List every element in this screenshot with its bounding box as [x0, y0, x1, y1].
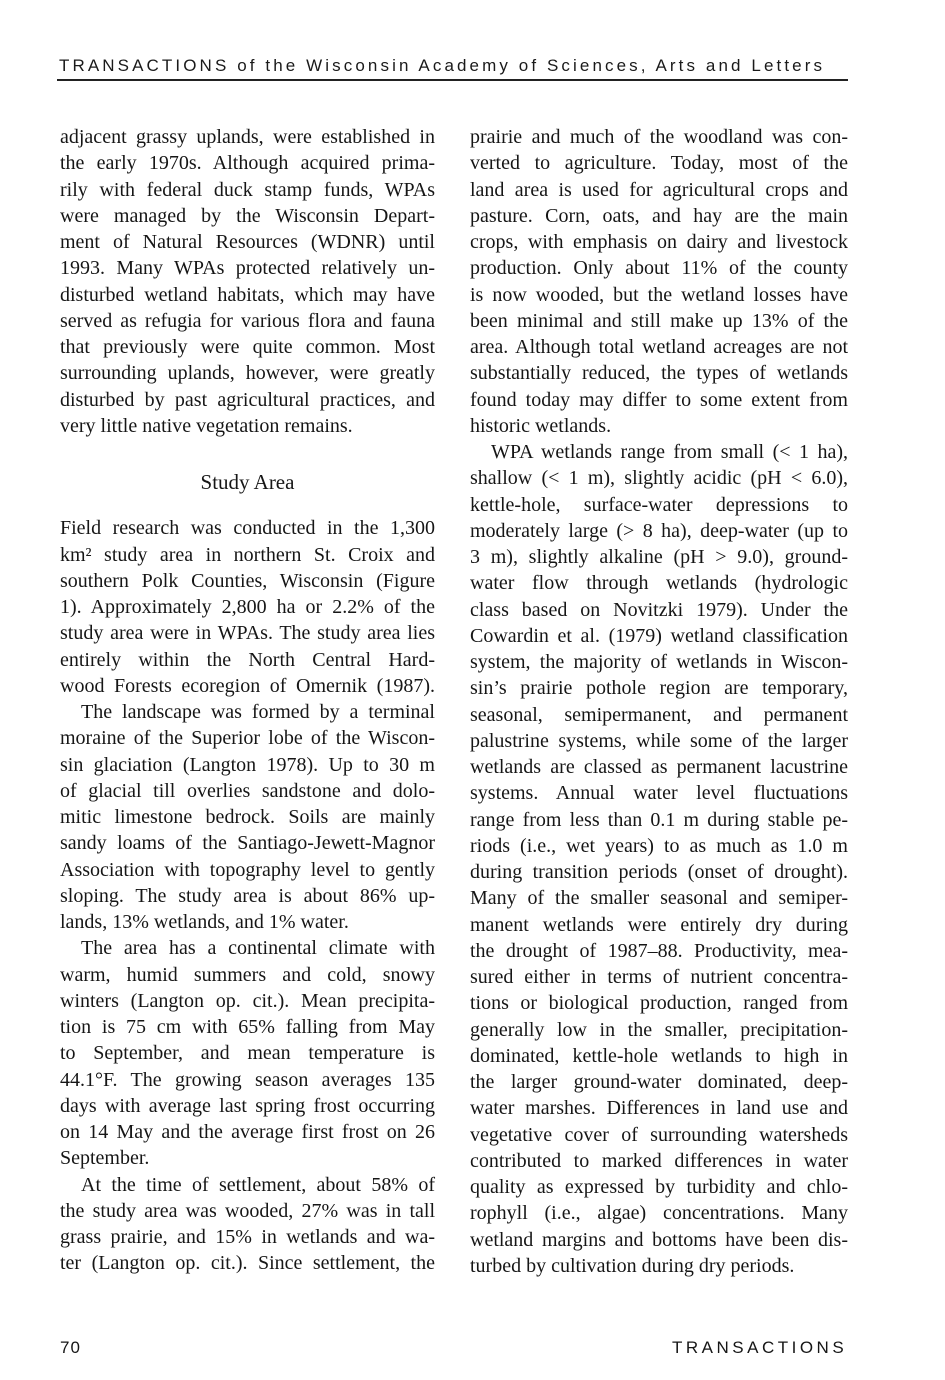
footer-journal-name: TRANSACTIONS	[672, 1338, 848, 1357]
text-line: Association with topography level to gently	[60, 858, 435, 881]
text-line: warm, humid summers and cold, snowy	[60, 963, 435, 986]
text-line: the drought of 1987–88. Productivity, mea-	[470, 939, 848, 962]
text-line: manent wetlands were entirely dry during	[470, 913, 848, 936]
text-line: seasonal, semipermanent, and permanent	[470, 703, 848, 726]
text-line: water marshes. Differences in land use and	[470, 1097, 848, 1120]
text-line: moderately large (> 8 ha), deep-water (up to	[470, 519, 848, 542]
text-line: wetlands are classed as permanent lacustrine	[470, 756, 848, 778]
paragraph	[60, 935, 435, 1171]
text-line: At the time of settlement, about 58% of	[81, 1173, 435, 1196]
text-line: during transition periods (onset of drought).	[470, 861, 848, 883]
text-line: southern Polk Counties, Wisconsin (Figure	[60, 569, 435, 592]
text-line: Many of the smaller seasonal and semiper-	[470, 887, 848, 910]
paragraph	[470, 124, 848, 439]
text-line: 1993. Many WPAs protected relatively un-	[60, 257, 435, 280]
text-line: of glacial till overlies sandstone and dolo-	[60, 779, 435, 802]
text-line: The landscape was formed by a terminal	[81, 701, 435, 723]
text-line: generally low in the smaller, precipitation-	[470, 1018, 848, 1041]
text-line: that previously were quite common. Most	[60, 336, 435, 358]
text-line: been minimal and still make up 13% of the	[470, 309, 848, 332]
text-line: study area were in WPAs. The study area lies	[60, 622, 435, 645]
right-column	[470, 124, 848, 1279]
text-line: contributed to marked differences in water	[470, 1149, 848, 1172]
text-line: sandy loams of the Santiago-Jewett-Magnor	[60, 832, 435, 855]
text-line: WPA wetlands range from small (< 1 ha),	[491, 441, 848, 463]
text-line: very little native vegetation remains.	[60, 414, 353, 437]
text-line: tion is 75 cm with 65% falling from May	[60, 1016, 435, 1038]
paragraph	[60, 515, 435, 699]
left-column	[60, 124, 435, 1277]
page-number: 70	[60, 1338, 81, 1357]
text-line: production. Only about 11% of the county	[470, 257, 848, 280]
text-line: ter (Langton op. cit.). Since settlement, the	[60, 1252, 435, 1275]
text-line: on 14 May and the average first frost on 26	[60, 1121, 435, 1143]
text-line: land area is used for agricultural crops and	[470, 178, 848, 201]
text-line: were managed by the Wisconsin Depart-	[60, 204, 435, 227]
text-line: days with average last spring frost occurring	[60, 1094, 435, 1117]
running-header: TRANSACTIONS of the Wisconsin Academy of Sciences, Arts and Letters	[59, 56, 826, 75]
text-line: entirely within the North Central Hard-	[60, 648, 435, 671]
text-line: km² study area in northern St. Croix and	[60, 543, 435, 566]
text-line: range from less than 0.1 m during stable pe-	[470, 808, 848, 831]
text-line: ment of Natural Resources (WDNR) until	[60, 231, 435, 253]
text-line: rophyll (i.e., algae) concentrations. Many	[470, 1202, 848, 1225]
text-line: grass prairie, and 15% in wetlands and wa-	[60, 1226, 435, 1248]
paragraph	[60, 124, 435, 439]
text-line: the study area was wooded, 27% was in tall	[60, 1199, 435, 1222]
text-line: turbed by cultivation during dry periods.	[470, 1254, 795, 1277]
text-line: the early 1970s. Although acquired prima-	[60, 152, 435, 175]
text-line: sin’s prairie pothole region are temporary,	[470, 677, 848, 700]
text-line: substantially reduced, the types of wetlands	[470, 362, 848, 385]
text-line: quality as expressed by turbidity and chlo-	[470, 1176, 848, 1198]
text-line: lands, 13% wetlands, and 1% water.	[60, 911, 349, 933]
text-line: verted to agriculture. Today, most of the	[470, 152, 848, 175]
text-line: disturbed wetland habitats, which may have	[60, 283, 435, 306]
text-line: served as refugia for various flora and fauna	[60, 309, 435, 332]
text-line: historic wetlands.	[470, 414, 612, 437]
text-line: pasture. Corn, oats, and hay are the main	[470, 204, 848, 227]
text-line: The area has a continental climate with	[81, 937, 435, 960]
text-line: 3 m), slightly alkaline (pH > 9.0), ground-	[470, 546, 848, 568]
text-line: moraine of the Superior lobe of the Wiscon-	[60, 727, 435, 750]
text-line: sured either in terms of nutrient concentra-	[470, 966, 848, 988]
text-line: the larger ground-water dominated, deep-	[470, 1071, 848, 1093]
paragraph	[60, 699, 435, 935]
text-line: wood Forests ecoregion of Omernik (1987).	[60, 674, 435, 697]
text-line: winters (Langton op. cit.). Mean precipita-	[60, 989, 435, 1012]
text-line: sin glaciation (Langton 1978). Up to 30 m	[60, 753, 435, 776]
text-line: riods (i.e., wet years) to as much as 1.0 m	[470, 834, 848, 857]
text-line: kettle-hole, surface-water depressions to	[470, 493, 848, 516]
text-line: disturbed by past agricultural practices, and	[60, 388, 435, 411]
text-line: mitic limestone bedrock. Soils are mainly	[60, 806, 435, 828]
text-line: prairie and much of the woodland was con-	[470, 126, 848, 148]
text-line: sloping. The study area is about 86% up-	[60, 884, 435, 907]
text-line: systems. Annual water level fluctuations	[470, 782, 848, 805]
text-line: tions or biological production, ranged from	[470, 992, 848, 1015]
text-line: vegetative cover of surrounding watersheds	[470, 1123, 848, 1146]
text-line: Cowardin et al. (1979) wetland classification	[470, 624, 848, 647]
header-rule	[57, 79, 848, 81]
text-line: adjacent grassy uplands, were established in	[60, 126, 435, 148]
text-line: surrounding uplands, however, were greatly	[60, 362, 435, 385]
text-line: crops, with emphasis on dairy and livestock	[470, 231, 848, 253]
text-line: dominated, kettle-hole wetlands to high in	[470, 1044, 848, 1067]
text-line: palustrine systems, while some of the larger	[470, 729, 848, 752]
text-line: found today may differ to some extent from	[470, 388, 848, 411]
text-line: shallow (< 1 m), slightly acidic (pH < 6.0),	[470, 467, 848, 490]
text-line: wetland margins and bottoms have been dis-	[470, 1228, 848, 1251]
text-line: water flow through wetlands (hydrologic	[470, 572, 848, 595]
paragraph	[470, 439, 848, 1279]
text-line: is now wooded, but the wetland losses have	[470, 283, 848, 306]
text-line: 44.1°F. The growing season averages 135	[60, 1068, 435, 1091]
text-line: class based on Novitzki 1979). Under the	[470, 598, 848, 621]
text-line: system, the majority of wetlands in Wiscon-	[470, 651, 848, 673]
paragraph	[60, 1172, 435, 1277]
text-line: to September, and mean temperature is	[60, 1042, 435, 1065]
text-line: area. Although total wetland acreages are not	[470, 336, 848, 358]
text-line: September.	[60, 1147, 150, 1170]
text-line: rily with federal duck stamp funds, WPAs	[60, 178, 435, 201]
text-line: 1). Approximately 2,800 ha or 2.2% of the	[60, 596, 435, 618]
section-heading: Study Area	[200, 470, 295, 494]
text-line: Field research was conducted in the 1,300	[60, 517, 435, 540]
